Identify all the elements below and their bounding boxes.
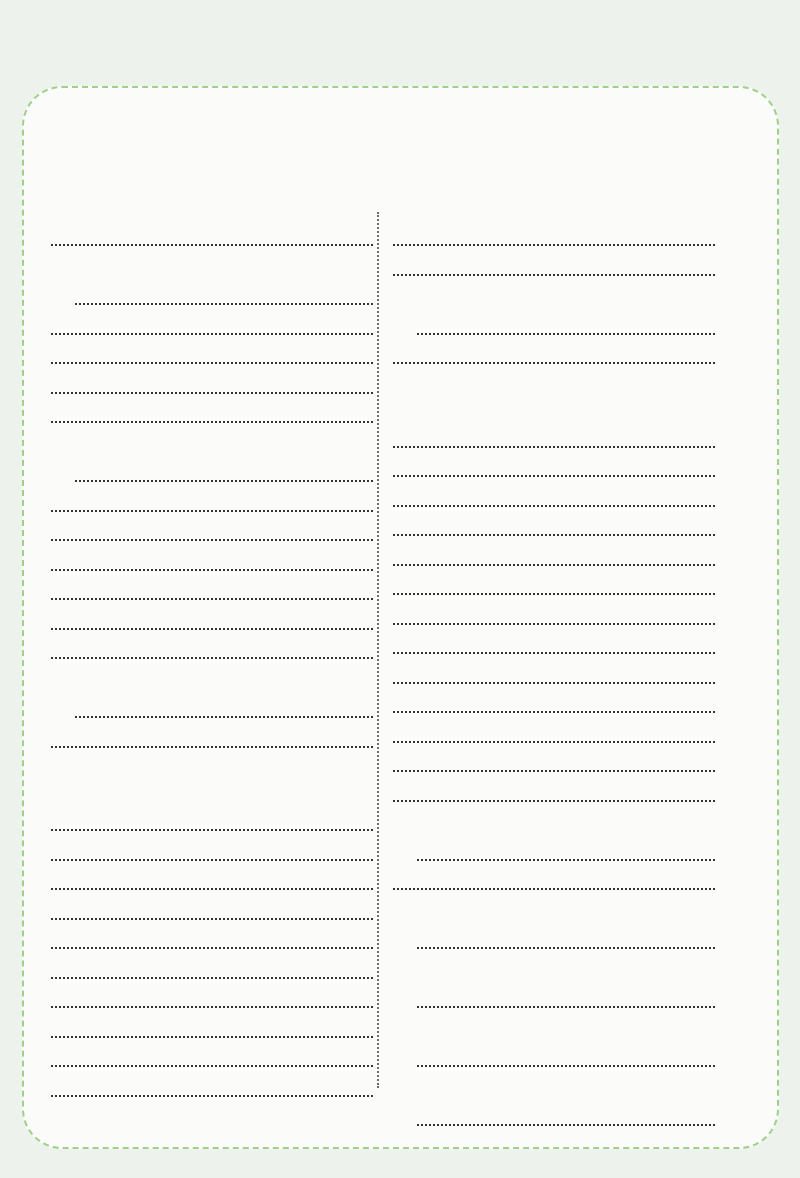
toc-entry xyxy=(48,1099,384,1129)
dotted-leader xyxy=(51,362,373,364)
dotted-leader xyxy=(393,652,715,654)
dotted-leader xyxy=(393,362,715,364)
dotted-leader xyxy=(51,1036,373,1038)
toc-section xyxy=(390,414,726,1158)
dotted-leader xyxy=(75,716,373,718)
dotted-leader xyxy=(393,534,715,536)
toc-entry-detail-line xyxy=(390,1010,726,1040)
dotted-leader xyxy=(51,918,373,920)
dotted-leader xyxy=(393,564,715,566)
toc-entry xyxy=(48,425,384,455)
dotted-leader xyxy=(393,505,715,507)
dotted-leader xyxy=(393,623,715,625)
section-gap xyxy=(390,396,726,410)
dotted-leader xyxy=(393,274,715,276)
dotted-leader xyxy=(393,711,715,713)
toc-entry-detail-line xyxy=(390,1128,726,1158)
toc-entry xyxy=(390,804,726,834)
dotted-leader xyxy=(393,682,715,684)
dotted-leader xyxy=(51,569,373,571)
dotted-leader xyxy=(393,770,715,772)
dotted-leader xyxy=(51,947,373,949)
dotted-leader xyxy=(51,977,373,979)
dotted-leader xyxy=(51,1006,373,1008)
dotted-leader xyxy=(417,1124,715,1126)
dotted-leader xyxy=(51,829,373,831)
toc-entry-detail-line xyxy=(390,1069,726,1099)
dotted-leader xyxy=(51,392,373,394)
dotted-leader xyxy=(393,741,715,743)
dotted-leader xyxy=(75,480,373,482)
dotted-leader xyxy=(51,888,373,890)
dotted-leader xyxy=(393,800,715,802)
dotted-leader xyxy=(51,421,373,423)
dotted-leader xyxy=(51,859,373,861)
toc-section xyxy=(48,212,384,779)
section-heading xyxy=(48,797,384,827)
toc-entry xyxy=(48,750,384,780)
dotted-leader xyxy=(417,947,715,949)
dotted-leader xyxy=(393,244,715,246)
section-heading xyxy=(390,414,726,444)
dotted-leader xyxy=(51,333,373,335)
toc-entry-detail-line xyxy=(390,951,726,981)
section-heading xyxy=(390,212,726,242)
dotted-leader xyxy=(393,593,715,595)
dotted-leader xyxy=(393,475,715,477)
dotted-leader xyxy=(417,859,715,861)
dotted-leader xyxy=(51,1095,373,1097)
section-gap xyxy=(48,779,384,793)
dotted-leader xyxy=(51,1065,373,1067)
section-heading xyxy=(48,212,384,242)
toc-column-left xyxy=(48,208,384,1128)
dotted-leader xyxy=(393,888,715,890)
dotted-leader xyxy=(417,1065,715,1067)
dotted-leader xyxy=(417,1006,715,1008)
toc-section xyxy=(48,797,384,1128)
toc-section xyxy=(390,212,726,396)
toc-entry xyxy=(48,248,384,278)
toc-column-right xyxy=(390,208,726,1158)
dotted-leader xyxy=(51,539,373,541)
toc-entry xyxy=(390,366,726,396)
toc-entry xyxy=(390,892,726,922)
dotted-leader xyxy=(75,303,373,305)
dotted-leader xyxy=(51,628,373,630)
dotted-leader xyxy=(51,510,373,512)
toc-entry xyxy=(390,278,726,308)
toc-entry xyxy=(48,661,384,691)
page-title xyxy=(0,128,800,176)
dotted-leader xyxy=(51,598,373,600)
dotted-leader xyxy=(51,657,373,659)
dotted-leader xyxy=(417,333,715,335)
dotted-leader xyxy=(393,446,715,448)
dotted-leader xyxy=(51,746,373,748)
dotted-leader xyxy=(51,244,373,246)
